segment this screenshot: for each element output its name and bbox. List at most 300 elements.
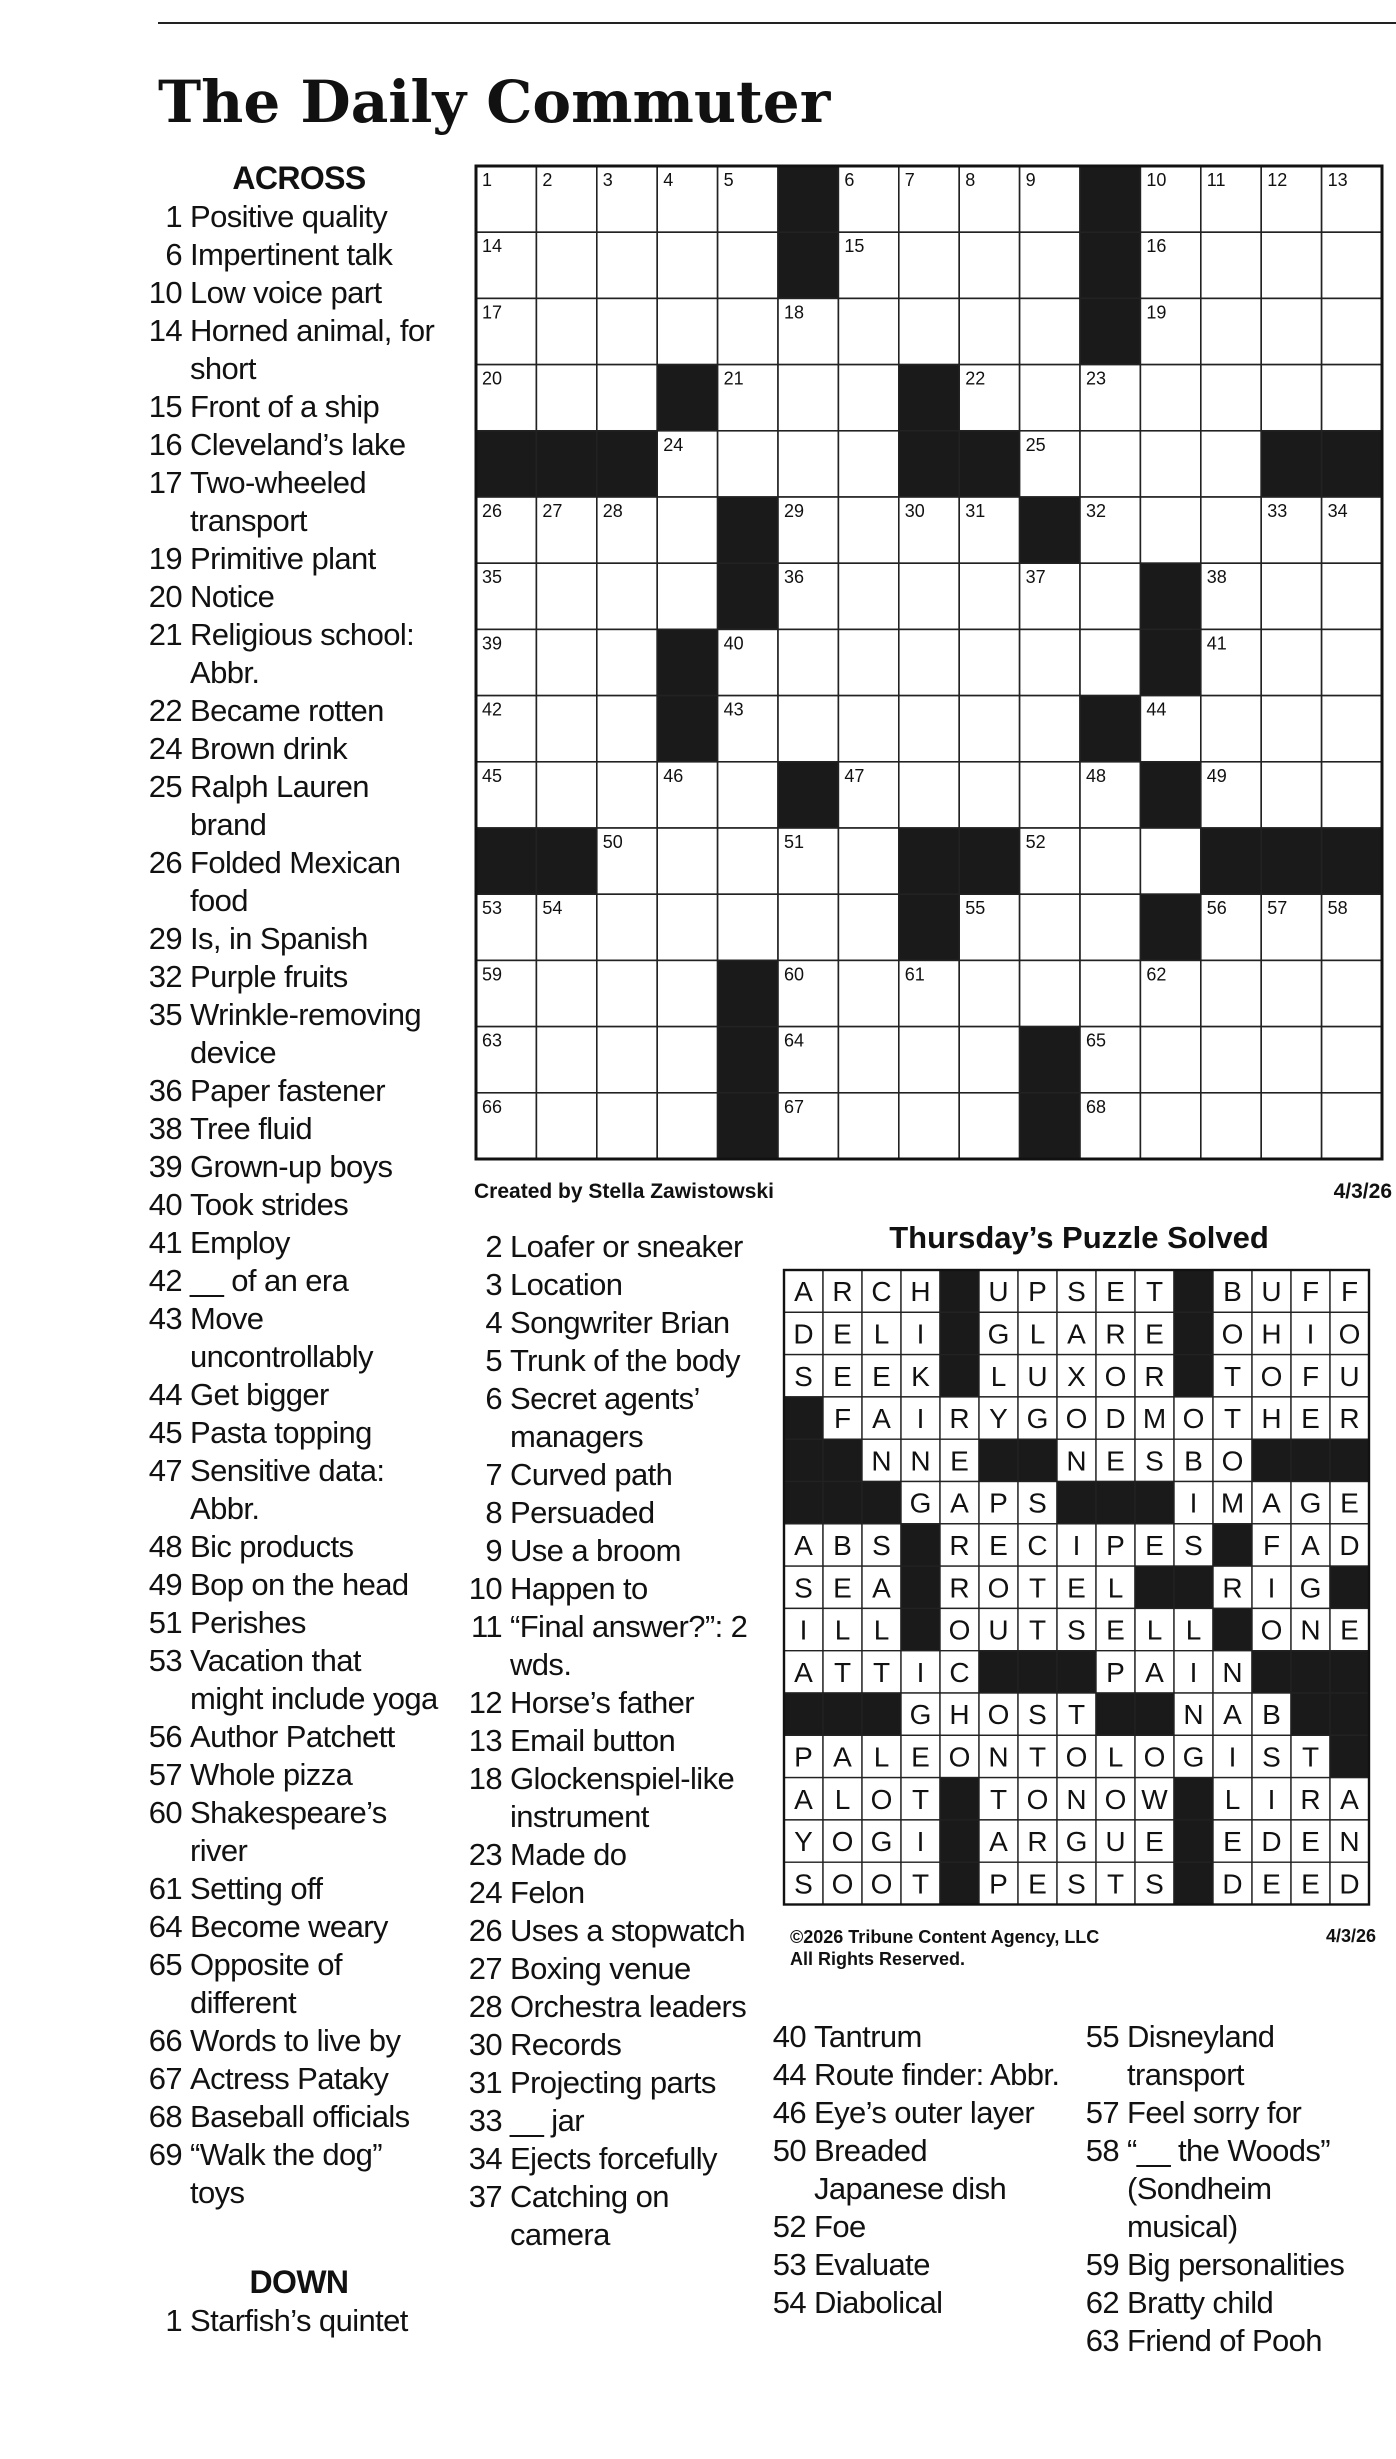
solved-letter: M (1142, 1403, 1167, 1435)
grid-cell[interactable] (657, 232, 717, 298)
grid-cell[interactable] (1080, 629, 1140, 695)
grid-cell[interactable] (838, 431, 898, 497)
clue-number: 12 (468, 1685, 502, 1720)
solved-letter: O (948, 1741, 971, 1773)
grid-cell[interactable] (657, 497, 717, 563)
cell-number: 21 (723, 368, 744, 389)
grid-cell[interactable] (899, 762, 959, 828)
solved-letter: R (1144, 1360, 1165, 1392)
across-clue-49 (140, 1566, 440, 1604)
solved-letter: T (911, 1783, 930, 1815)
down-clue-57 (1077, 2094, 1377, 2132)
across-clue-26 (140, 844, 440, 920)
grid-cell[interactable] (1322, 1027, 1382, 1093)
solved-letter: B (1184, 1445, 1203, 1477)
grid-cell[interactable] (1080, 563, 1140, 629)
solved-letter: D (1339, 1529, 1360, 1561)
cell-number: 9 (1025, 170, 1036, 190)
grid-cell[interactable] (597, 762, 657, 828)
solved-letter: E (950, 1445, 969, 1477)
grid-cell[interactable] (1322, 629, 1382, 695)
clue-text: Catching on camera (510, 2179, 669, 2252)
grid-cell[interactable] (1201, 365, 1261, 431)
clue-number: 52 (772, 2209, 806, 2244)
clue-number: 4 (485, 1305, 502, 1340)
solved-letter: R (1027, 1826, 1048, 1858)
black-square (778, 232, 838, 298)
grid-cell[interactable] (1322, 960, 1382, 1026)
cell-number: 12 (1267, 170, 1288, 190)
grid-cell[interactable] (718, 431, 778, 497)
solved-letter: O (1260, 1360, 1283, 1392)
solved-letter: S (1067, 1868, 1086, 1900)
solved-letter: L (1185, 1614, 1202, 1646)
solved-letter: O (987, 1699, 1010, 1731)
grid-cell[interactable] (1140, 1027, 1200, 1093)
solved-letter: B (1262, 1699, 1281, 1731)
grid-cell[interactable] (536, 1027, 596, 1093)
grid-cell[interactable] (597, 232, 657, 298)
clue-text: Big personalities (1127, 2247, 1345, 2282)
grid-cell[interactable] (838, 497, 898, 563)
grid-cell[interactable] (1261, 960, 1321, 1026)
solved-letter: P (794, 1741, 813, 1773)
clue-number: 57 (1085, 2095, 1119, 2130)
grid-cell[interactable] (1140, 497, 1200, 563)
cell-number: 68 (1086, 1096, 1107, 1117)
clue-number: 50 (772, 2133, 806, 2168)
grid-cell[interactable] (778, 629, 838, 695)
grid-cell[interactable] (536, 629, 596, 695)
cell-number: 2 (542, 170, 553, 190)
copyright (790, 1926, 1099, 1970)
grid-cell[interactable] (1322, 762, 1382, 828)
grid-cell[interactable] (899, 232, 959, 298)
grid-cell[interactable] (959, 1027, 1019, 1093)
solved-letter: R (832, 1276, 853, 1308)
clue-number: 21 (148, 617, 182, 652)
grid-cell[interactable] (657, 1027, 717, 1093)
grid-cell[interactable] (597, 563, 657, 629)
grid-cell[interactable] (657, 828, 717, 894)
grid-cell[interactable] (1201, 298, 1261, 364)
solved-letter: U (988, 1614, 1009, 1646)
clue-number: 48 (148, 1529, 182, 1564)
grid-cell[interactable] (536, 365, 596, 431)
grid-cell[interactable] (1201, 696, 1261, 762)
clue-number: 47 (148, 1453, 182, 1488)
grid-cell[interactable] (899, 1093, 959, 1159)
grid-cell[interactable] (1201, 497, 1261, 563)
across-clue-38 (140, 1110, 440, 1148)
grid-cell[interactable] (959, 1093, 1019, 1159)
grid-cell[interactable] (657, 894, 717, 960)
black-square (476, 431, 536, 497)
solved-black-square (1174, 1312, 1213, 1354)
clue-number: 45 (148, 1415, 182, 1450)
solved-letter: I (1267, 1572, 1276, 1604)
clue-text: Brown drink (190, 731, 348, 766)
grid-cell[interactable] (899, 298, 959, 364)
clue-text: Bic products (190, 1529, 354, 1564)
solved-letter: A (872, 1403, 891, 1435)
grid-cell[interactable] (1261, 298, 1321, 364)
down-clue-13 (460, 1722, 760, 1760)
grid-cell[interactable] (959, 563, 1019, 629)
clue-number: 18 (468, 1761, 502, 1796)
grid-cell[interactable] (1261, 1027, 1321, 1093)
solved-black-square (1330, 1566, 1369, 1608)
black-square (899, 431, 959, 497)
solved-letter: N (1339, 1826, 1360, 1858)
solved-black-square (940, 1862, 979, 1904)
cell-number: 66 (482, 1096, 503, 1117)
grid-cell[interactable] (597, 696, 657, 762)
grid-cell[interactable] (778, 365, 838, 431)
grid-cell[interactable] (838, 629, 898, 695)
cell-number: 36 (784, 567, 805, 588)
grid-cell[interactable] (899, 563, 959, 629)
solved-letter: S (1145, 1445, 1164, 1477)
solved-letter: R (949, 1529, 970, 1561)
cell-number: 52 (1025, 832, 1046, 852)
grid-cell[interactable] (838, 563, 898, 629)
grid-cell[interactable] (1201, 431, 1261, 497)
cell-number: 29 (784, 501, 805, 521)
grid-cell[interactable] (1140, 431, 1200, 497)
grid-cell[interactable] (1322, 232, 1382, 298)
down-clue-18 (460, 1760, 760, 1836)
solved-title: Thursday’s Puzzle Solved (889, 1220, 1269, 1255)
solved-black-square (823, 1482, 862, 1524)
clue-number: 9 (485, 1533, 502, 1568)
solved-letter: T (1223, 1403, 1242, 1435)
solved-letter: I (916, 1656, 925, 1688)
black-square (1322, 431, 1382, 497)
clue-number: 7 (485, 1457, 502, 1492)
grid-cell[interactable] (536, 960, 596, 1026)
solved-letter: T (1067, 1699, 1086, 1731)
clue-number: 53 (148, 1643, 182, 1678)
grid-cell[interactable] (1020, 762, 1080, 828)
clue-text: Front of a ship (190, 389, 380, 424)
grid-cell[interactable] (778, 431, 838, 497)
black-square (718, 563, 778, 629)
grid-cell[interactable] (1261, 1093, 1321, 1159)
cell-number: 48 (1086, 765, 1107, 786)
solved-letter: O (1104, 1360, 1127, 1392)
grid-cell[interactable] (959, 762, 1019, 828)
solved-letter: O (1338, 1318, 1361, 1350)
solved-black-square (823, 1693, 862, 1735)
grid-cell[interactable] (1322, 696, 1382, 762)
solved-letter: L (990, 1360, 1007, 1392)
clue-number: 38 (148, 1111, 182, 1146)
grid-cell[interactable] (778, 696, 838, 762)
solved-letter: B (833, 1529, 852, 1561)
grid-cell[interactable] (1140, 1093, 1200, 1159)
grid-cell[interactable] (1020, 960, 1080, 1026)
clue-number: 69 (148, 2137, 182, 2172)
across-clue-68 (140, 2098, 440, 2136)
grid-cell[interactable] (1140, 365, 1200, 431)
clue-number: 29 (148, 921, 182, 956)
grid-cell[interactable] (838, 1027, 898, 1093)
clue-text: Vacation that might include yoga (190, 1643, 438, 1716)
clue-text: Use a broom (510, 1533, 681, 1568)
cell-number: 18 (784, 302, 805, 323)
clue-text: Baseball officials (190, 2099, 410, 2134)
solved-letter: F (1301, 1360, 1320, 1392)
grid-cell[interactable] (536, 696, 596, 762)
clue-text: Location (510, 1267, 623, 1302)
clue-number: 55 (1085, 2019, 1119, 2054)
solved-letter: F (1340, 1276, 1359, 1308)
clue-number: 26 (468, 1913, 502, 1948)
grid-cell[interactable] (1261, 762, 1321, 828)
black-square (1020, 497, 1080, 563)
cell-number: 6 (844, 170, 855, 190)
solved-letter: N (1222, 1656, 1243, 1688)
cell-number: 13 (1327, 170, 1348, 190)
solved-letter: B (1223, 1276, 1242, 1308)
grid-cell[interactable] (838, 298, 898, 364)
black-square (778, 762, 838, 828)
grid-cell[interactable] (838, 1093, 898, 1159)
black-square (1261, 828, 1321, 894)
clue-text: Feel sorry for (1127, 2095, 1302, 2130)
solved-letter: R (1300, 1783, 1321, 1815)
solved-letter: A (794, 1276, 813, 1308)
grid-cell[interactable] (718, 828, 778, 894)
clue-number: 5 (485, 1343, 502, 1378)
clue-text: Persuaded (510, 1495, 655, 1530)
clue-text: Horse’s father (510, 1685, 695, 1720)
down-clue-34 (460, 2140, 760, 2178)
solved-letter: I (799, 1614, 808, 1646)
clue-text: Glockenspiel-like instrument (510, 1761, 735, 1834)
solved-black-square (901, 1566, 940, 1608)
across-clue-60 (140, 1794, 440, 1870)
cell-number: 11 (1206, 170, 1226, 190)
solved-letter: O (831, 1826, 854, 1858)
solved-letter: R (1339, 1403, 1360, 1435)
grid-cell[interactable] (959, 629, 1019, 695)
across-clue-36 (140, 1072, 440, 1110)
cell-number: 43 (723, 699, 744, 720)
grid-cell[interactable] (597, 365, 657, 431)
grid-cell[interactable] (1261, 696, 1321, 762)
copyright-line: ©2026 Tribune Content Agency, LLC (790, 1927, 1100, 1947)
grid-cell[interactable] (718, 298, 778, 364)
grid-cell[interactable] (718, 894, 778, 960)
solved-letter: E (1340, 1487, 1359, 1519)
solved-letter: P (989, 1868, 1008, 1900)
grid-cell[interactable] (1201, 232, 1261, 298)
solved-letter: L (1224, 1783, 1241, 1815)
solved-letter: A (794, 1529, 813, 1561)
cell-number: 40 (723, 633, 744, 654)
clue-number: 1 (165, 199, 182, 234)
solved-letter: F (1301, 1276, 1320, 1308)
grid-cell[interactable] (536, 1093, 596, 1159)
clue-number: 30 (468, 2027, 502, 2062)
down-clue-11 (460, 1608, 760, 1684)
solved-letter: P (1028, 1276, 1047, 1308)
grid-cell[interactable] (718, 232, 778, 298)
grid-cell[interactable] (718, 762, 778, 828)
grid-cell[interactable] (1261, 629, 1321, 695)
solved-letter: D (1261, 1826, 1282, 1858)
grid-cell[interactable] (899, 1027, 959, 1093)
solved-black-square (901, 1608, 940, 1650)
clue-number: 2 (485, 1229, 502, 1264)
cell-number: 15 (844, 236, 865, 257)
black-square (597, 431, 657, 497)
down-clue-31 (460, 2064, 760, 2102)
grid-cell[interactable] (1201, 960, 1261, 1026)
solved-letter: O (948, 1614, 971, 1646)
solved-letter: E (1340, 1614, 1359, 1646)
grid-cell[interactable] (1261, 365, 1321, 431)
grid-cell[interactable] (536, 232, 596, 298)
grid-cell[interactable] (1322, 1093, 1382, 1159)
grid-cell[interactable] (838, 696, 898, 762)
cell-number: 32 (1086, 501, 1107, 521)
grid-cell[interactable] (597, 298, 657, 364)
solved-letter: I (1306, 1318, 1315, 1350)
grid-cell[interactable] (1140, 828, 1200, 894)
solved-letter: O (831, 1868, 854, 1900)
grid-cell[interactable] (536, 563, 596, 629)
black-square (476, 828, 536, 894)
clue-text: Became rotten (190, 693, 384, 728)
clue-text: Low voice part (190, 275, 382, 310)
solved-black-square (1174, 1820, 1213, 1862)
solved-letter: I (916, 1403, 925, 1435)
grid-cell[interactable] (597, 894, 657, 960)
solved-letter: E (1106, 1445, 1125, 1477)
grid-cell[interactable] (1201, 1027, 1261, 1093)
grid-cell[interactable] (838, 365, 898, 431)
grid-cell[interactable] (1020, 298, 1080, 364)
solved-black-square (1174, 1355, 1213, 1397)
grid-cell[interactable] (1261, 232, 1321, 298)
black-square (899, 894, 959, 960)
grid-cell[interactable] (778, 894, 838, 960)
grid-cell[interactable] (1080, 894, 1140, 960)
solved-letter: N (988, 1741, 1009, 1773)
grid-cell[interactable] (597, 1027, 657, 1093)
down-clue-59 (1077, 2246, 1377, 2284)
cell-number: 65 (1086, 1030, 1107, 1051)
grid-cell[interactable] (1080, 828, 1140, 894)
grid-cell[interactable] (657, 960, 717, 1026)
grid-cell[interactable] (1261, 563, 1321, 629)
grid-cell[interactable] (536, 298, 596, 364)
grid-cell[interactable] (1020, 365, 1080, 431)
grid-cell[interactable] (536, 762, 596, 828)
clue-text: Become weary (190, 1909, 388, 1944)
grid-cell[interactable] (1020, 232, 1080, 298)
grid-cell[interactable] (1080, 431, 1140, 497)
solved-letter: A (1223, 1699, 1242, 1731)
clue-text: Cleveland’s lake (190, 427, 406, 462)
solved-letter: E (833, 1572, 852, 1604)
cell-number: 4 (663, 170, 674, 190)
across-clue-19 (140, 540, 440, 578)
solved-black-square (1330, 1693, 1369, 1735)
grid-cell[interactable] (959, 696, 1019, 762)
grid-cell[interactable] (1322, 298, 1382, 364)
grid-cell[interactable] (899, 696, 959, 762)
grid-cell[interactable] (597, 1093, 657, 1159)
grid-cell[interactable] (1322, 365, 1382, 431)
clue-number: 35 (148, 997, 182, 1032)
grid-cell[interactable] (899, 629, 959, 695)
solved-letter: T (833, 1656, 852, 1688)
grid-cell[interactable] (838, 960, 898, 1026)
clue-number: 61 (148, 1871, 182, 1906)
grid-cell[interactable] (1201, 1093, 1261, 1159)
cell-number: 30 (904, 501, 925, 521)
clue-number: 19 (148, 541, 182, 576)
solved-letter: E (1067, 1572, 1086, 1604)
across-clue-64 (140, 1908, 440, 1946)
solved-letter: O (1065, 1403, 1088, 1435)
solved-black-square (1057, 1482, 1096, 1524)
solved-letter: G (1299, 1572, 1322, 1604)
solved-letter: U (1261, 1276, 1282, 1308)
crossword-grid[interactable] (474, 164, 1390, 1174)
grid-cell[interactable] (1020, 629, 1080, 695)
solved-letter: R (949, 1403, 970, 1435)
grid-cell[interactable] (657, 1093, 717, 1159)
grid-cell[interactable] (1322, 563, 1382, 629)
down-clue-8 (460, 1494, 760, 1532)
grid-cell[interactable] (959, 960, 1019, 1026)
clue-number: 10 (148, 275, 182, 310)
grid-cell[interactable] (1080, 960, 1140, 1026)
across-clue-53 (140, 1642, 440, 1718)
black-square (718, 497, 778, 563)
cell-number: 22 (965, 368, 986, 389)
grid-cell[interactable] (1020, 894, 1080, 960)
cell-number: 33 (1267, 501, 1288, 521)
grid-cell[interactable] (1020, 696, 1080, 762)
solved-letter: S (794, 1572, 813, 1604)
solved-black-square (1174, 1270, 1213, 1312)
grid-cell[interactable] (657, 563, 717, 629)
clue-text: Disneyland transport (1127, 2019, 1275, 2092)
down-clue-55 (1077, 2018, 1377, 2094)
cell-number: 51 (784, 832, 805, 852)
grid-cell[interactable] (597, 629, 657, 695)
grid-cell[interactable] (657, 298, 717, 364)
solved-letter: I (1189, 1656, 1198, 1688)
solved-letter: G (870, 1826, 893, 1858)
solved-letter: M (1220, 1487, 1245, 1519)
cell-number: 49 (1206, 765, 1227, 786)
grid-cell[interactable] (959, 232, 1019, 298)
grid-cell[interactable] (838, 894, 898, 960)
grid-cell[interactable] (838, 828, 898, 894)
grid-cell[interactable] (959, 298, 1019, 364)
grid-cell[interactable] (597, 960, 657, 1026)
clue-number: 40 (148, 1187, 182, 1222)
cell-number: 25 (1025, 434, 1046, 455)
solved-black-square (862, 1482, 901, 1524)
